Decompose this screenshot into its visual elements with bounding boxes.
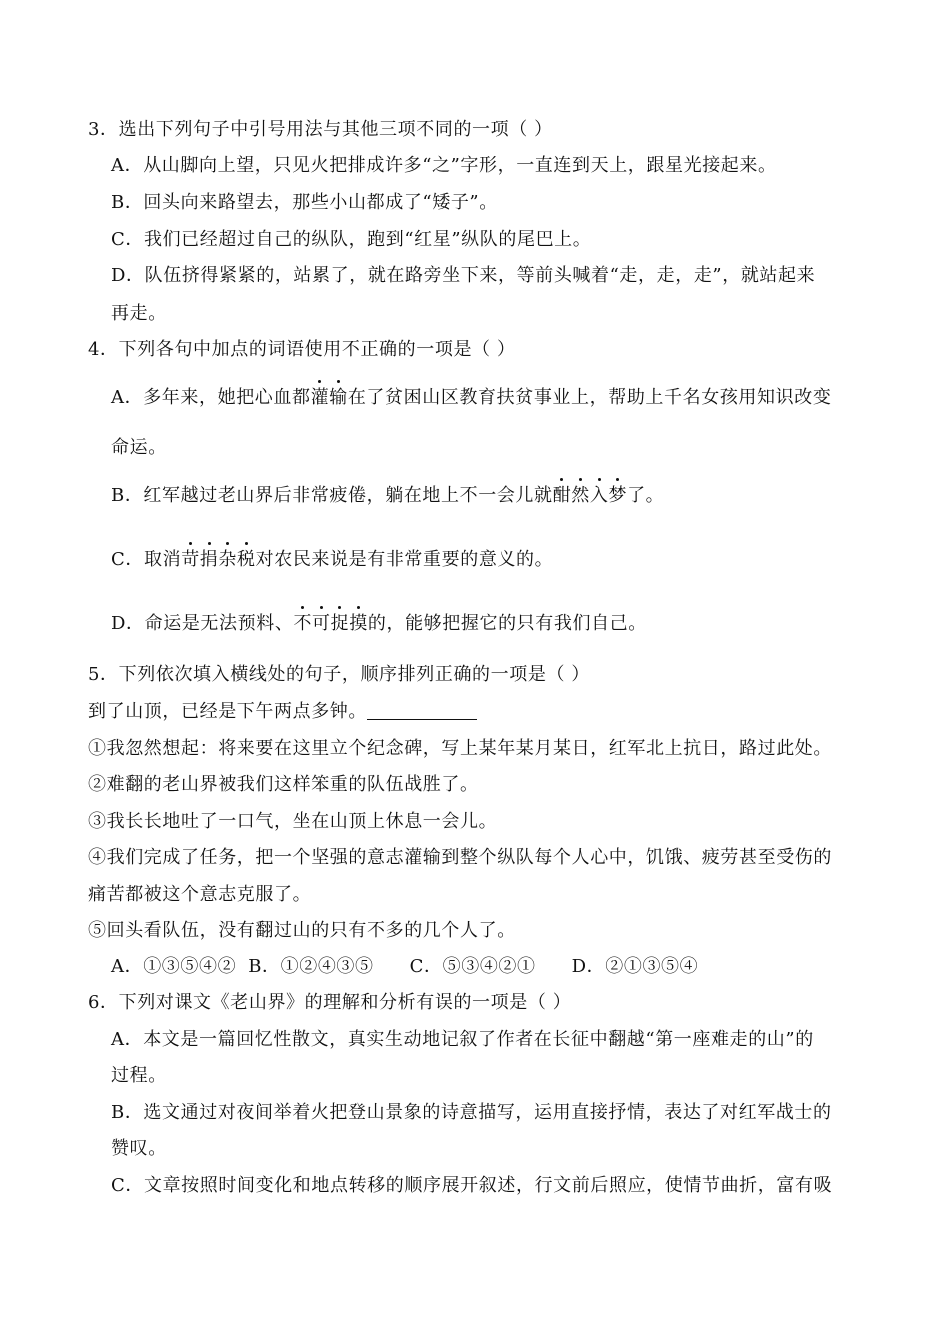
q6-option-a: A．本文是一篇回忆性散文，真实生动地记叙了作者在长征中翻越“第一座难走的山”的 [111, 1029, 814, 1050]
q4-stem: 4．下列各句中加点的词语使用不正确的一项是（ ） [88, 339, 516, 360]
emphasis-char: 苛 [181, 549, 200, 570]
q4-option-d [111, 612, 647, 636]
q5-option-c: C．⑤③④②① [409, 956, 536, 977]
q6-option-b-continued: 赞叹。 [111, 1138, 167, 1159]
q4-option-c [111, 548, 553, 572]
q3-option-d-continued: 再走。 [111, 303, 167, 324]
q4-option-d-text: 的，能够把握它的只有我们自己。 [367, 613, 647, 634]
q4-option-b [111, 484, 664, 508]
emphasis-char: 梦 [608, 485, 628, 506]
q4-option-c-text: 对农民来说是有非常重要的意义的。 [255, 549, 554, 570]
emphasis-char: 杂 [218, 549, 238, 570]
q5-lead-text: 到了山顶，已经是下午两点多钟。 [88, 701, 367, 722]
q6-option-a-continued: 过程。 [111, 1065, 167, 1086]
q5-lead-sentence [88, 700, 477, 724]
q4-option-a [111, 386, 831, 410]
q4-option-a-text: 在了贫困山区教育扶贫事业上，帮助上千名女孩用知识改变 [347, 387, 832, 408]
q5-sentence-2: ②难翻的老山界被我们这样笨重的队伍战胜了。 [88, 774, 479, 795]
q5-sentence-1: ①我忽然想起：将来要在这里立个纪念碑，写上某年某月某日，红军北上抗日，路过此处。 [88, 738, 832, 759]
emphasis-char: 捐 [199, 549, 219, 570]
q6-stem: 6．下列对课文《老山界》的理解和分析有误的一项是（ ） [88, 992, 572, 1013]
emphasis-char: 酣 [552, 485, 572, 506]
q4-option-a-text: A．多年来，她把心血都 [111, 387, 311, 408]
emphasis-char: 输 [329, 387, 348, 408]
q5-option-b: B．①②④③⑤ [248, 956, 374, 977]
q3-option-b: B．回头向来路望去，那些小山都成了“矮子”。 [111, 192, 498, 213]
fill-blank-line [367, 701, 477, 720]
q4-option-a-continued: 命运。 [111, 437, 167, 458]
q6-option-c: C．文章按照时间变化和地点转移的顺序展开叙述，行文前后照应，使情节曲折，富有吸 [111, 1175, 833, 1196]
q5-sentence-4: ④我们完成了任务，把一个坚强的意志灌输到整个纵队每个人心中，饥饿、疲劳甚至受伤的 [88, 847, 832, 868]
q4-option-d-text: D．命运是无法预料、 [111, 613, 294, 634]
q4-option-b-text: B．红军越过老山界后非常疲倦，躺在地上不一会儿就 [111, 485, 553, 506]
emphasis-char: 捉 [330, 613, 350, 634]
q3-stem: 3．选出下列句子中引号用法与其他三项不同的一项（ ） [88, 119, 553, 140]
q5-option-d: D．②①③⑤④ [571, 956, 699, 977]
emphasis-char: 税 [237, 549, 256, 570]
q5-sentence-3: ③我长长地吐了一口气，坐在山顶上休息一会儿。 [88, 811, 498, 832]
q5-sentence-4-continued: 痛苦都被这个意志克服了。 [88, 884, 312, 905]
q5-stem: 5．下列依次填入横线处的句子，顺序排列正确的一项是（ ） [88, 664, 590, 685]
emphasis-char: 然 [571, 485, 590, 506]
q5-sentence-5: ⑤回头看队伍，没有翻过山的只有不多的几个人了。 [88, 920, 516, 941]
emphasis-char: 灌 [310, 387, 330, 408]
emphasis-char: 不 [293, 613, 313, 634]
q3-option-a: A．从山脚向上望，只见火把排成许多“之”字形，一直连到天上，跟星光接起来。 [111, 155, 777, 176]
emphasis-char: 可 [312, 613, 331, 634]
emphasis-char: 入 [589, 485, 609, 506]
q4-option-c-text: C．取消 [111, 549, 182, 570]
q6-option-b: B．选文通过对夜间举着火把登山景象的诗意描写，运用直接抒情，表达了对红军战士的 [111, 1102, 832, 1123]
q5-option-a: A．①③⑤④② [111, 956, 237, 977]
q3-option-c: C．我们已经超过自己的纵队，跑到“红星”纵队的尾巴上。 [111, 229, 592, 250]
q5-options [111, 955, 698, 979]
q4-option-b-text: 了。 [627, 485, 665, 506]
q3-option-d: D．队伍挤得紧紧的，站累了，就在路旁坐下来，等前头喊着“走，走，走”，就站起来 [111, 265, 816, 286]
emphasis-char: 摸 [349, 613, 368, 634]
